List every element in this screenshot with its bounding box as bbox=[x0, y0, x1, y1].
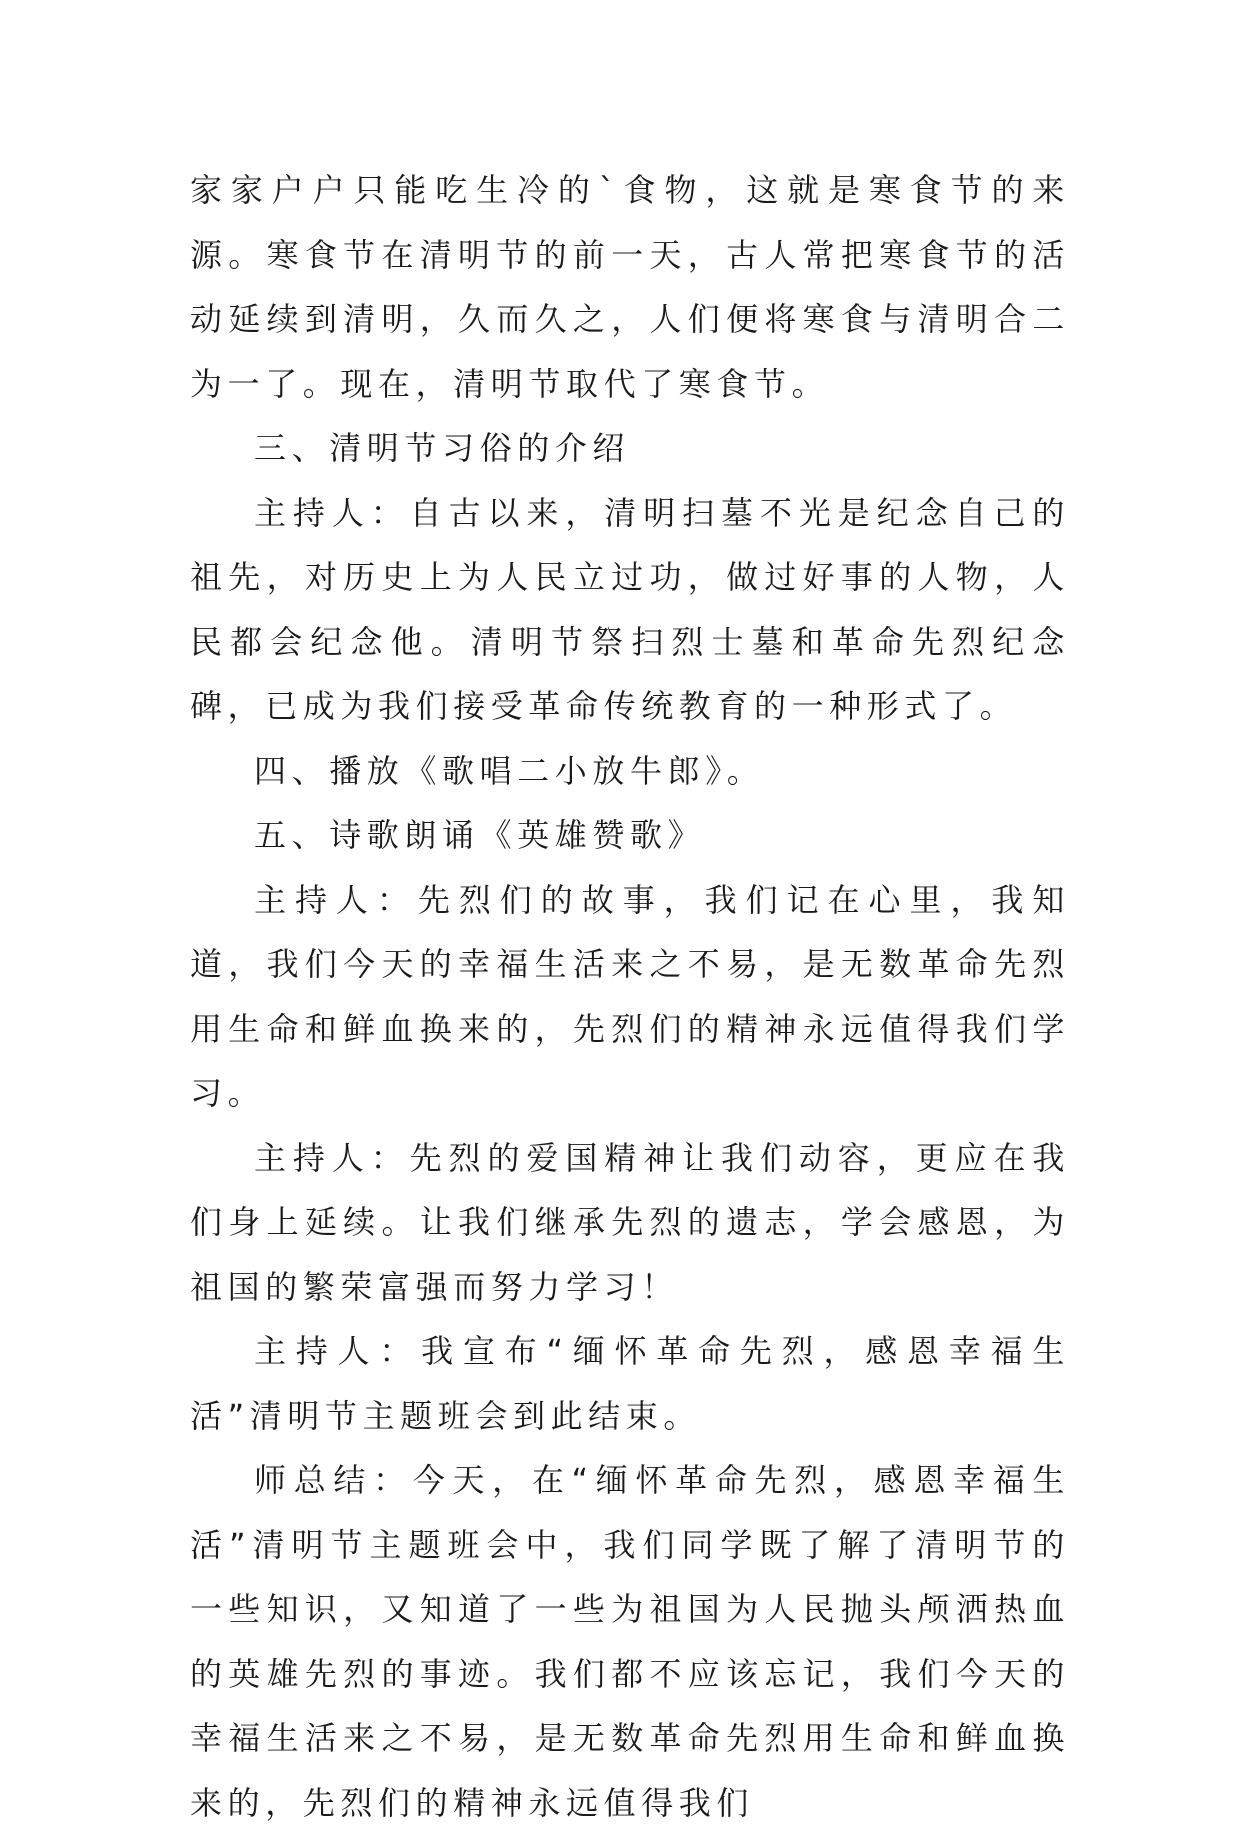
paragraph-intro-continuation: 家家户户只能吃生冷的`食物，这就是寒食节的来源。寒食节在清明节的前一天，古人常把寒食节的活动延续到清明，久而久之，人们便将寒食与清明合二为一了。现在，清明节取代了寒食节。 bbox=[190, 171, 1070, 403]
document-body bbox=[190, 158, 1070, 1835]
heading-section-four: 四、播放《歌唱二小放牛郎》。 bbox=[254, 751, 765, 790]
heading-section-three: 三、清明节习俗的介绍 bbox=[254, 429, 631, 467]
paragraph-host-closing: 主持人：我宣布“缅怀革命先烈，感恩幸福生活”清明节主题班会到此结束。 bbox=[190, 1332, 1070, 1435]
paragraph-host-customs: 主持人：自古以来，清明扫墓不光是纪念自己的祖先，对历史上为人民立过功，做过好事的人物，人民都会纪念他。清明节祭扫烈士墓和革命先烈纪念碑，已成为我们接受革命传统教育的一种形式了。 bbox=[190, 493, 1070, 725]
paragraph-teacher-summary: 师总结：今天，在“缅怀革命先烈，感恩幸福生活”清明节主题班会中，我们同学既了解了清明节的一些知识，又知道了一些为祖国为人民抛头颅洒热血的英雄先烈的事迹。我们都不应该忘记，我们今天的幸福生活来之不易，是无数革命先烈用生命和鲜血换来的，先烈们的精神永远值得我们 bbox=[190, 1461, 1070, 1822]
heading-section-five: 五、诗歌朗诵《英雄赞歌》 bbox=[254, 816, 706, 854]
paragraph-host-stories: 主持人：先烈们的故事，我们记在心里，我知道，我们今天的幸福生活来之不易，是无数革命先烈用生命和鲜血换来的，先烈们的精神永远值得我们学习。 bbox=[190, 880, 1070, 1112]
paragraph-host-patriotism: 主持人：先烈的爱国精神让我们动容，更应在我们身上延续。让我们继承先烈的遗志，学会感恩，为祖国的繁荣富强而努力学习！ bbox=[190, 1138, 1070, 1306]
